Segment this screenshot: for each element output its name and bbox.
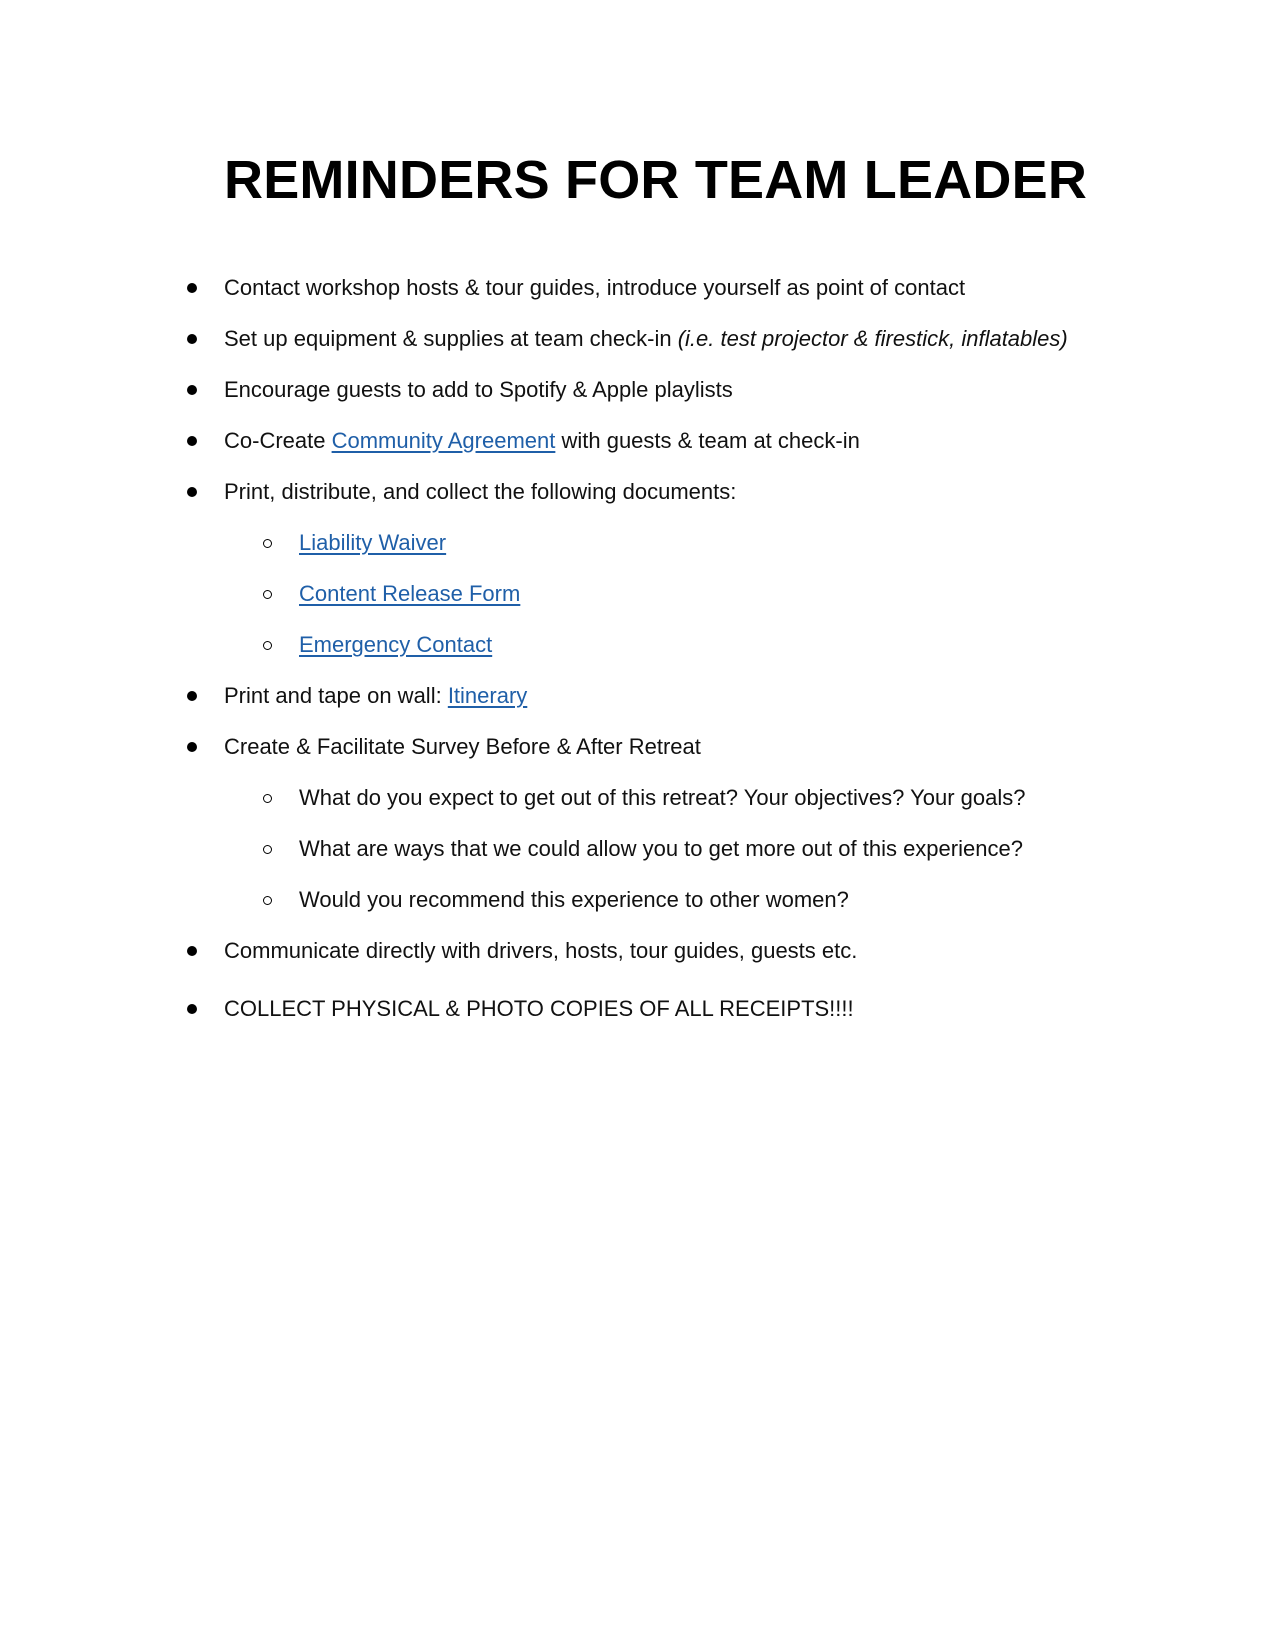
setup-text: Set up equipment & supplies at team check-in	[224, 326, 678, 351]
bullet-icon	[187, 436, 197, 446]
list-item-cocreate	[224, 427, 860, 455]
sub-bullet-icon	[263, 794, 272, 803]
emergency-contact-link[interactable]: Emergency Contact	[299, 632, 493, 657]
content-release-form-link[interactable]: Content Release Form	[299, 581, 521, 606]
community-agreement-link[interactable]: Community Agreement	[331, 428, 556, 453]
bullet-icon	[187, 283, 197, 293]
list-item-contact: Contact workshop hosts & tour guides, introduce yourself as point of contact	[224, 275, 966, 300]
bullet-icon	[187, 946, 197, 956]
sub-list-item-emergency-contact	[299, 631, 492, 659]
survey-question: What are ways that we could allow you to get more out of this experience?	[299, 836, 1023, 861]
cocreate-text-post: with guests & team at check-in	[555, 428, 860, 453]
survey-question: Would you recommend this experience to other women?	[299, 887, 849, 912]
print-tape-text: Print and tape on wall:	[224, 683, 448, 708]
list-item-print-tape	[224, 682, 527, 710]
bullet-icon	[187, 691, 197, 701]
list-item-collect: COLLECT PHYSICAL & PHOTO COPIES OF ALL RECEIPTS!!!!	[224, 996, 854, 1021]
sub-bullet-icon	[263, 590, 272, 599]
cocreate-text-pre: Co-Create	[224, 428, 332, 453]
sub-bullet-icon	[263, 641, 272, 650]
survey-question: What do you expect to get out of this retreat? Your objectives? Your goals?	[299, 785, 1026, 810]
list-item-survey: Create & Facilitate Survey Before & After Retreat	[224, 734, 701, 759]
bullet-icon	[187, 334, 197, 344]
liability-waiver-link[interactable]: Liability Waiver	[299, 530, 447, 555]
bullet-icon	[187, 1004, 197, 1014]
list-item-print-docs: Print, distribute, and collect the following documents:	[224, 479, 737, 504]
page-title: REMINDERS FOR TEAM LEADER	[224, 150, 1088, 210]
list-item-encourage: Encourage guests to add to Spotify & Apple playlists	[224, 377, 733, 402]
sub-bullet-icon	[263, 896, 272, 905]
bullet-icon	[187, 487, 197, 497]
bullet-icon	[187, 385, 197, 395]
itinerary-link[interactable]: Itinerary	[447, 683, 528, 708]
bullet-icon	[187, 742, 197, 752]
sub-list-item-content-release	[299, 580, 520, 608]
sub-bullet-icon	[263, 539, 272, 548]
list-item-communicate: Communicate directly with drivers, hosts, tour guides, guests etc.	[224, 938, 858, 963]
setup-note: (i.e. test projector & firestick, inflatables)	[677, 326, 1068, 351]
list-item-setup	[224, 325, 1068, 353]
sub-bullet-icon	[263, 845, 272, 854]
sub-list-item-liability-waiver	[299, 529, 446, 557]
